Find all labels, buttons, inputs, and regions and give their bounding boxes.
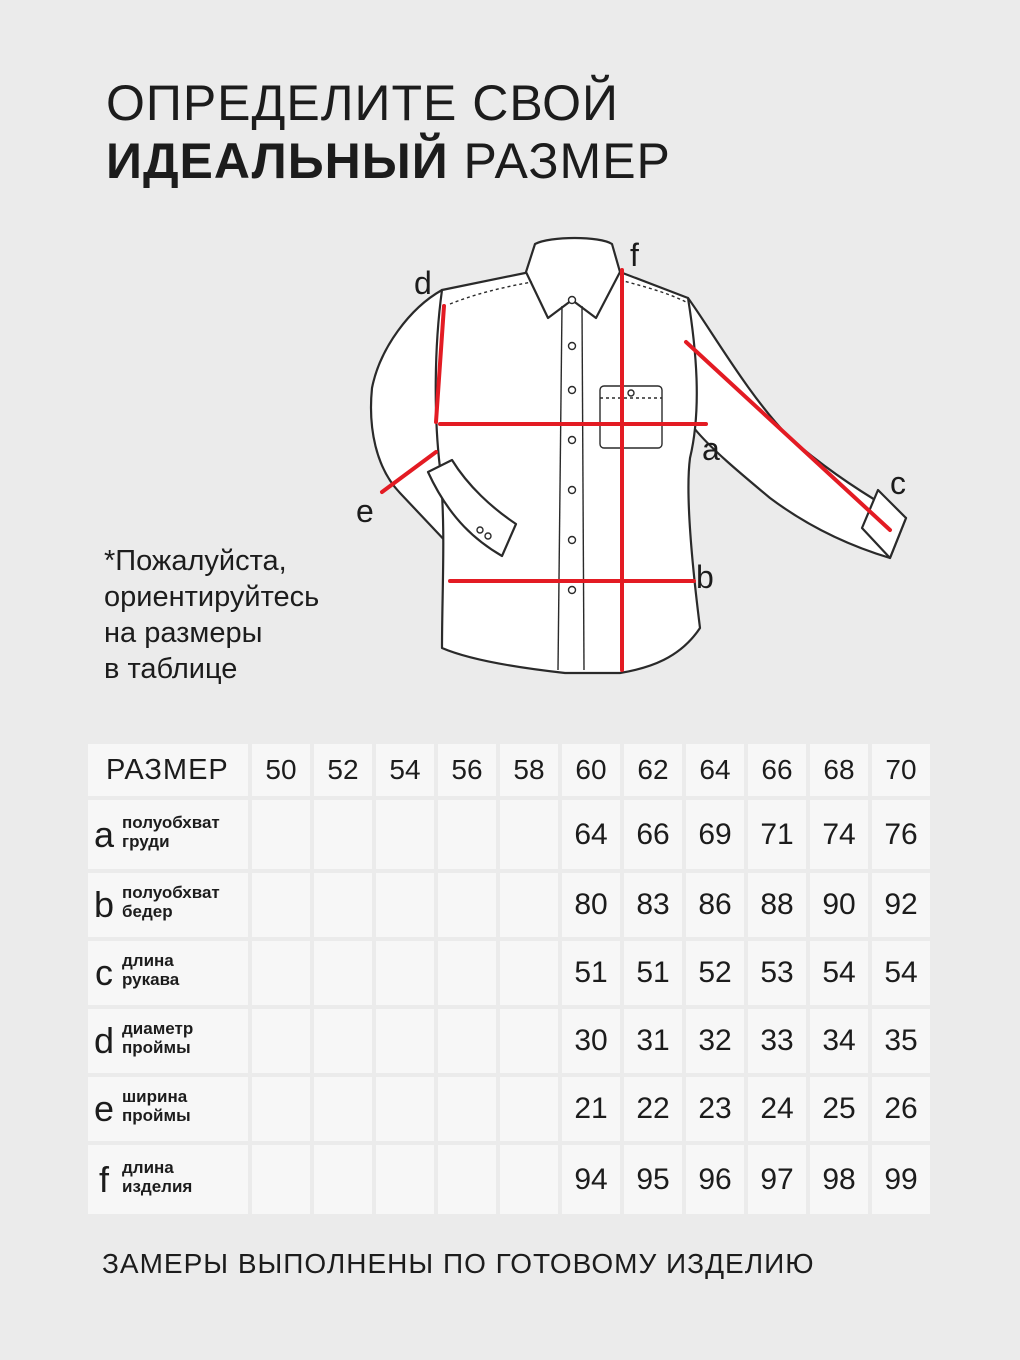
row-desc-line: ширина xyxy=(122,1087,188,1106)
size-header-cell: 60 xyxy=(562,744,620,796)
row-letter: d xyxy=(93,1020,115,1061)
table-cell: 94 xyxy=(562,1145,620,1214)
row-label xyxy=(88,873,248,937)
table-cell: 31 xyxy=(624,1009,682,1073)
table-cell xyxy=(376,1009,434,1073)
size-header-cell: 58 xyxy=(500,744,558,796)
table-cell xyxy=(252,1009,310,1073)
size-note xyxy=(104,543,319,687)
table-cell: 54 xyxy=(810,941,868,1005)
title-bold-word: ИДЕАЛЬНЫЙ xyxy=(106,133,449,189)
row-letter: f xyxy=(98,1158,109,1200)
row-letter: c xyxy=(95,952,113,993)
label-b: b xyxy=(696,559,714,595)
row-desc-line: полуобхват xyxy=(122,883,220,902)
table-cell xyxy=(500,800,558,869)
table-cell xyxy=(376,1077,434,1141)
table-cell: 95 xyxy=(624,1145,682,1214)
row-letter: b xyxy=(93,884,115,925)
table-cell xyxy=(438,941,496,1005)
row-label xyxy=(88,1009,248,1073)
row-label xyxy=(88,941,248,1005)
row-desc-line: груди xyxy=(122,831,170,851)
row-description xyxy=(122,883,220,921)
table-cell: 26 xyxy=(872,1077,930,1141)
table-cell: 22 xyxy=(624,1077,682,1141)
table-cell xyxy=(376,873,434,937)
table-row xyxy=(88,1145,930,1214)
shirt-diagram xyxy=(350,228,930,688)
table-cell xyxy=(376,941,434,1005)
table-cell: 51 xyxy=(624,941,682,1005)
table-cell xyxy=(252,941,310,1005)
table-cell xyxy=(252,873,310,937)
size-header-cell: 68 xyxy=(810,744,868,796)
table-row xyxy=(88,873,930,937)
title-line-1: ОПРЕДЕЛИТЕ СВОЙ xyxy=(106,75,619,131)
table-cell xyxy=(314,873,372,937)
size-header-label: РАЗМЕР xyxy=(88,744,248,796)
table-cell: 97 xyxy=(748,1145,806,1214)
label-e: e xyxy=(356,493,374,529)
table-cell xyxy=(438,1145,496,1214)
table-cell xyxy=(500,873,558,937)
title-line-2 xyxy=(106,132,671,190)
table-cell xyxy=(252,800,310,869)
table-row xyxy=(88,941,930,1005)
note-line: *Пожалуйста, xyxy=(104,545,287,577)
table-cell xyxy=(438,800,496,869)
row-label xyxy=(88,800,248,869)
row-desc-line: длина xyxy=(122,1157,174,1177)
row-letter: e xyxy=(93,1088,115,1129)
table-row xyxy=(88,1009,930,1073)
label-d: d xyxy=(414,265,432,301)
table-cell xyxy=(438,1009,496,1073)
table-cell xyxy=(500,941,558,1005)
table-cell: 64 xyxy=(562,800,620,869)
table-cell: 86 xyxy=(686,873,744,937)
size-header-cell: 70 xyxy=(872,744,930,796)
table-cell: 74 xyxy=(810,800,868,869)
footer-note: ЗАМЕРЫ ВЫПОЛНЕНЫ ПО ГОТОВОМУ ИЗДЕЛИЮ xyxy=(102,1248,815,1279)
row-description xyxy=(122,1019,193,1057)
table-cell: 98 xyxy=(810,1145,868,1214)
row-desc-line: полуобхват xyxy=(122,812,220,832)
label-a: a xyxy=(702,431,720,467)
table-cell: 69 xyxy=(686,800,744,869)
note-line: на размеры xyxy=(104,617,263,649)
table-cell: 35 xyxy=(872,1009,930,1073)
row-description xyxy=(122,813,220,851)
table-cell: 92 xyxy=(872,873,930,937)
table-cell xyxy=(314,800,372,869)
table-cell xyxy=(314,1077,372,1141)
table-cell: 24 xyxy=(748,1077,806,1141)
table-cell: 25 xyxy=(810,1077,868,1141)
row-desc-line: диаметр xyxy=(122,1019,194,1038)
table-cell xyxy=(314,941,372,1005)
table-cell: 30 xyxy=(562,1009,620,1073)
row-description xyxy=(122,1158,192,1196)
page-title xyxy=(106,74,671,190)
size-header-cell: 56 xyxy=(438,744,496,796)
table-cell xyxy=(376,800,434,869)
size-header-cell: 62 xyxy=(624,744,682,796)
table-cell xyxy=(314,1009,372,1073)
size-header-cell: 54 xyxy=(376,744,434,796)
table-row xyxy=(88,1077,930,1141)
table-cell: 96 xyxy=(686,1145,744,1214)
table-cell: 71 xyxy=(748,800,806,869)
table-cell xyxy=(500,1077,558,1141)
table-cell: 99 xyxy=(872,1145,930,1214)
table-header-row xyxy=(88,744,930,796)
table-cell: 76 xyxy=(872,800,930,869)
size-header-cell: 64 xyxy=(686,744,744,796)
table-cell: 33 xyxy=(748,1009,806,1073)
table-cell: 34 xyxy=(810,1009,868,1073)
note-line: в таблице xyxy=(104,653,238,685)
row-desc-line: проймы xyxy=(122,1038,191,1057)
row-label xyxy=(88,1145,248,1214)
note-line: ориентируйтесь xyxy=(104,581,320,613)
table-cell xyxy=(438,1077,496,1141)
table-cell xyxy=(252,1077,310,1141)
table-cell xyxy=(314,1145,372,1214)
size-header-cell: 66 xyxy=(748,744,806,796)
table-cell: 80 xyxy=(562,873,620,937)
row-label xyxy=(88,1077,248,1141)
table-cell: 23 xyxy=(686,1077,744,1141)
table-cell: 88 xyxy=(748,873,806,937)
shirt-body-shape xyxy=(436,272,700,673)
table-cell xyxy=(252,1145,310,1214)
label-c: c xyxy=(890,465,906,501)
row-description xyxy=(122,951,179,989)
row-desc-line: бедер xyxy=(122,902,173,921)
row-desc-line: изделия xyxy=(122,1176,193,1196)
table-cell: 54 xyxy=(872,941,930,1005)
table-cell: 66 xyxy=(624,800,682,869)
row-desc-line: проймы xyxy=(122,1106,191,1125)
table-cell xyxy=(500,1009,558,1073)
table-cell: 90 xyxy=(810,873,868,937)
size-table xyxy=(88,744,930,1214)
size-header-cell: 50 xyxy=(252,744,310,796)
table-cell xyxy=(500,1145,558,1214)
table-cell: 83 xyxy=(624,873,682,937)
table-cell xyxy=(376,1145,434,1214)
table-cell xyxy=(438,873,496,937)
table-cell: 21 xyxy=(562,1077,620,1141)
row-description xyxy=(122,1087,191,1125)
row-desc-line: рукава xyxy=(122,970,180,989)
table-cell: 53 xyxy=(748,941,806,1005)
table-cell: 51 xyxy=(562,941,620,1005)
label-f: f xyxy=(630,237,639,273)
title-rest-word: РАЗМЕР xyxy=(448,133,671,189)
table-cell: 32 xyxy=(686,1009,744,1073)
table-row xyxy=(88,800,930,869)
table-cell: 52 xyxy=(686,941,744,1005)
size-header-cell: 52 xyxy=(314,744,372,796)
row-desc-line: длина xyxy=(122,951,174,970)
row-letter: a xyxy=(93,813,115,855)
